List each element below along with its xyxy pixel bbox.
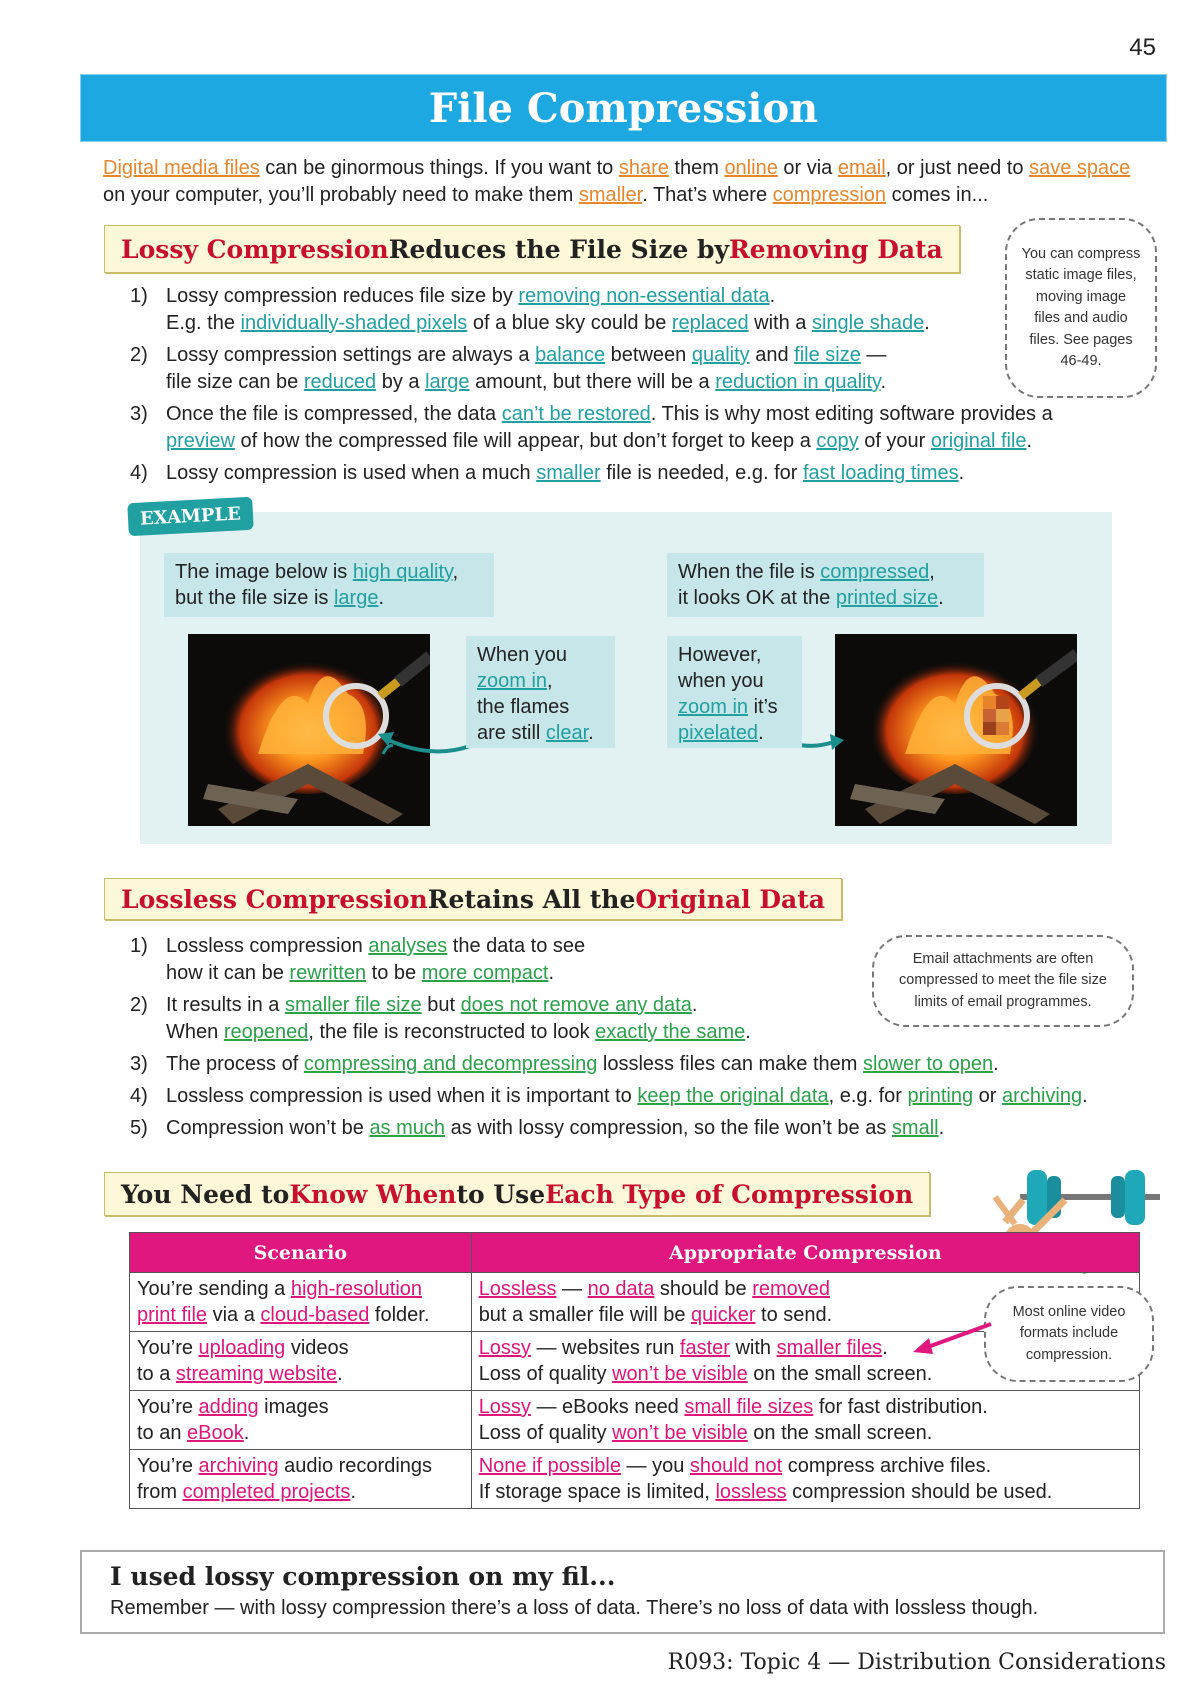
- zoom-caption-compressed: However, when you zoom in it’s pixelated.: [667, 636, 802, 748]
- list-item: 2) It results in a smaller file size but does not remove any data. When reopened, the file is reconstructed to look exactly the same.: [130, 994, 751, 1043]
- table-row: [130, 1391, 1140, 1450]
- table-cell: You’re sending a high-resolution print file via a cloud-based folder.: [130, 1273, 472, 1332]
- list-item: 5) Compression won’t be as much as with lossy compression, so the file won’t be as small.: [130, 1117, 945, 1139]
- zoom-caption-original: When you zoom in, the flames are still clear.: [466, 636, 615, 748]
- video-side-note: Most online video formats include compression.: [984, 1286, 1154, 1382]
- column-header-compression: Appropriate Compression: [471, 1233, 1139, 1273]
- lossless-side-note: Email attachments are often compressed to meet the file size limits of email programmes.: [872, 935, 1134, 1027]
- when-heading: You Need to Know When to Use Each Type of Compression: [104, 1172, 930, 1216]
- intro-paragraph: Digital media files can be ginormous things. If you want to share them online or via email, or just need to save space on your computer, you’ll probably need to make them smaller. That’s where compression comes in...: [103, 157, 1131, 206]
- table-cell: You’re uploading videos to a streaming website.: [130, 1332, 472, 1391]
- table-cell: Lossless — no data should be removed but a smaller file will be quicker to send.: [471, 1273, 1139, 1332]
- list-item: 4) Lossy compression is used when a much smaller file is needed, e.g. for fast loading times.: [130, 462, 965, 484]
- table-cell: None if possible — you should not compress archive files. If storage space is limited, lossless compression should be used.: [471, 1450, 1139, 1509]
- lossy-list: [130, 283, 1160, 492]
- arrow-left: [370, 700, 480, 760]
- list-item: 1) Lossless compression analyses the data to see how it can be rewritten to be more compact.: [130, 935, 586, 984]
- footer-text: R093: Topic 4 — Distribution Considerations: [667, 1650, 1166, 1675]
- list-item: 2) Lossy compression settings are always a balance between quality and file size — file size can be reduced by a large amount, but there will be a reduction in quality.: [130, 344, 887, 393]
- caption-original: The image below is high quality, but the file size is large.: [164, 553, 494, 617]
- list-item: 3) The process of compressing and decompressing lossless files can make them slower to open.: [130, 1053, 999, 1075]
- fire-photo-compressed: [835, 634, 1077, 826]
- page-number: 45: [1129, 34, 1156, 61]
- compression-table: [129, 1232, 1140, 1509]
- example-tab: EXAMPLE: [127, 497, 253, 536]
- list-item: 1) Lossy compression reduces file size by removing non-essential data. E.g. the individually-shaded pixels of a blue sky could be replaced with a single shade.: [130, 285, 930, 334]
- caption-compressed: When the file is compressed, it looks OK at the printed size.: [667, 553, 984, 617]
- table-cell: Lossy — websites run faster with smaller files. Loss of quality won’t be visible on the small screen.: [471, 1332, 1139, 1391]
- summary-box: [80, 1550, 1165, 1634]
- table-cell: You’re adding images to an eBook.: [130, 1391, 472, 1450]
- table-cell: Lossy — eBooks need small file sizes for fast distribution. Loss of quality won’t be visible on the small screen.: [471, 1391, 1139, 1450]
- column-header-scenario: Scenario: [130, 1233, 472, 1273]
- table-row: [130, 1450, 1140, 1509]
- pink-arrow: [905, 1318, 995, 1358]
- list-item: 3) Once the file is compressed, the data can’t be restored. This is why most editing software provides a preview of how the compressed file will appear, but don’t forget to keep a copy of your original file.: [130, 403, 1053, 452]
- lossless-list: [130, 933, 1170, 1147]
- lossy-side-note: You can compress static image files, moving image files and audio files. See pages 46-49.: [1005, 218, 1157, 398]
- page-title: File Compression: [428, 84, 819, 132]
- summary-heading: I used lossy compression on my fil...: [110, 1562, 616, 1591]
- list-item: 4) Lossless compression is used when it is important to keep the original data, e.g. for printing or archiving.: [130, 1085, 1088, 1107]
- lossless-heading: Lossless Compression Retains All the Original Data: [104, 878, 842, 920]
- summary-body: Remember — with lossy compression there’s a loss of data. There’s no loss of data with lossless though.: [110, 1597, 1039, 1619]
- table-cell: You’re archiving audio recordings from completed projects.: [130, 1450, 472, 1509]
- lossy-heading: Lossy Compression Reduces the File Size by Removing Data: [104, 225, 960, 273]
- title-banner: [80, 74, 1167, 142]
